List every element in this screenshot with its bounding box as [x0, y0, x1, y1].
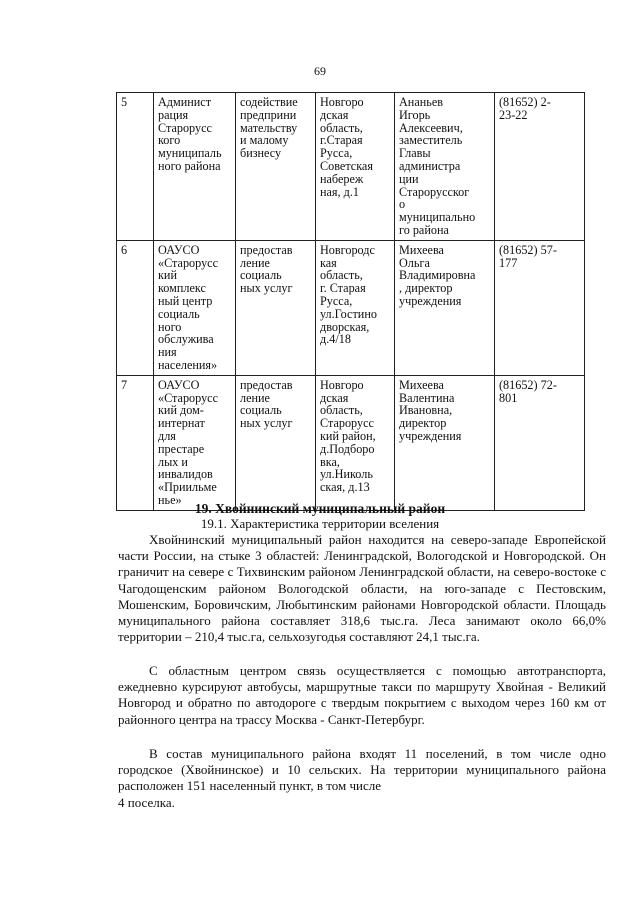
subsection-title: 19.1. Характеристика территории вселения [200, 516, 440, 531]
row-number: 6 [117, 240, 154, 375]
organizations-table [116, 92, 585, 511]
phone: (81652) 57- 177 [495, 240, 585, 375]
paragraph-text: В состав муниципального района входят 11 поселений, в том числе одно городское (Хвойнинское) и 10 сельских. На территории муниципального района расположен 151 населенный пункт, в том числе [118, 746, 606, 794]
organization-name: Админист рация Старорусс кого муниципаль ного района [154, 93, 236, 241]
section-title: 19. Хвойнинский муниципальный район [194, 501, 446, 516]
address: Новгоро дская область, Старорусс кий район, д.Подборо вка, ул.Николь ская, д.13 [316, 375, 395, 510]
page-number: 69 [314, 64, 326, 78]
phone: (81652) 72- 801 [495, 375, 585, 510]
paragraph-tail: 4 поселка. [118, 794, 175, 810]
table-row [117, 375, 585, 510]
activity: содействие предприни мательству и малому бизнесу [236, 93, 316, 241]
paragraph [118, 746, 606, 811]
activity: предостав ление социаль ных услуг [236, 375, 316, 510]
contact-person: Михеева Ольга Владимировна , директор учреждения [395, 240, 495, 375]
paragraph-text: С областным центром связь осуществляется с помощью автотранспорта, ежедневно курсируют автобусы, маршрутные такси по маршруту Хвойная - Великий Новгород и обратно по автодороге с твердым покрытием с выходом через 160 км от районного центра на трассу Москва - Санкт-Петербург. [118, 663, 606, 727]
contact-person: Ананьев Игорь Алексеевич, заместитель Главы администра ции Старорусског о муниципально го района [395, 93, 495, 241]
address: Новгородс кая область, г. Старая Русса, ул.Гостино дворская, д.4/18 [316, 240, 395, 375]
paragraph-text: Хвойнинский муниципальный район находится на северо-западе Европейской части России, на стыке 3 областей: Ленинградской, Вологодской и Новгородской. Он граничит на севере с Тихвинским районом Ленинградской области, на северо-востоке с Чагодощенским районом Вологодской области, на юго-западе с Пестовским, Мошенским, Боровичским, Любытинским районами Новгородской области. Площадь муниципального района составляет 318,6 тыс.га. Леса занимают около 66,0% территории – 210,4 тыс.га, сельхозугодья составляют 24,1 тыс.га. [118, 532, 606, 645]
table-row [117, 93, 585, 241]
paragraph [118, 532, 606, 645]
organization-name: ОАУСО «Старорусс кий комплекс ный центр социаль ного обслужива ния населения» [154, 240, 236, 375]
table-row [117, 240, 585, 375]
row-number: 7 [117, 375, 154, 510]
organization-name: ОАУСО «Старорусс кий дом- интернат для престаре лых и инвалидов «Приильме нье» [154, 375, 236, 510]
paragraph [118, 663, 606, 728]
phone: (81652) 2- 23-22 [495, 93, 585, 241]
activity: предостав ление социаль ных услуг [236, 240, 316, 375]
row-number: 5 [117, 93, 154, 241]
address: Новгоро дская область, г.Старая Русса, Советская набереж ная, д.1 [316, 93, 395, 241]
contact-person: Михеева Валентина Ивановна, директор учреждения [395, 375, 495, 510]
